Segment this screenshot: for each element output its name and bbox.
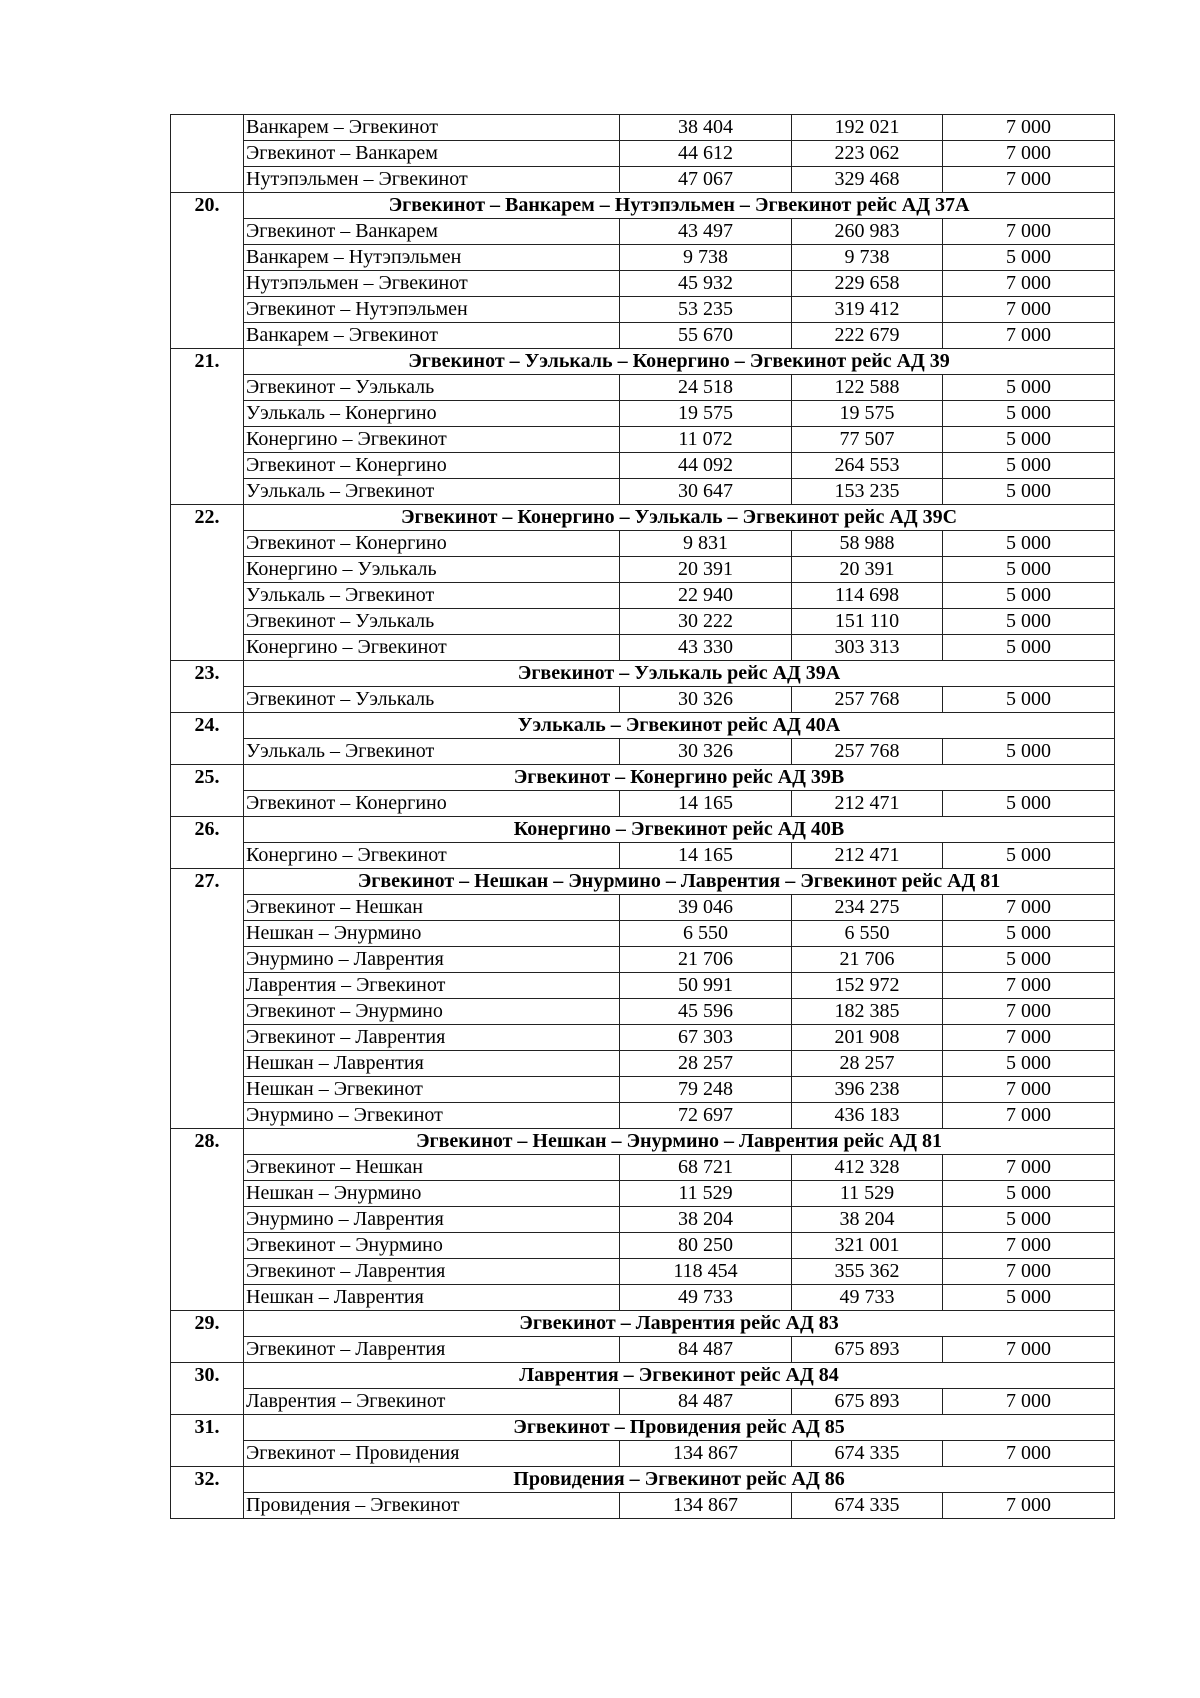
value-cell-3: 5 000 (943, 635, 1115, 661)
segment-cell: Эгвекинот – Уэлькаль (244, 375, 620, 401)
segment-cell: Эгвекинот – Уэлькаль (244, 687, 620, 713)
value-cell-2: 77 507 (792, 427, 943, 453)
segment-cell: Энурмино – Лаврентия (244, 947, 620, 973)
value-cell-3: 7 000 (943, 1441, 1115, 1467)
value-cell-3: 7 000 (943, 271, 1115, 297)
route-title: Эгвекинот – Уэлькаль – Конергино – Эгвекинот рейс АД 39 (244, 349, 1115, 375)
route-title: Эгвекинот – Лаврентия рейс АД 83 (244, 1311, 1115, 1337)
segment-cell: Эгвекинот – Лаврентия (244, 1259, 620, 1285)
value-cell-1: 44 092 (620, 453, 792, 479)
table-row (171, 375, 1115, 401)
value-cell-1: 21 706 (620, 947, 792, 973)
value-cell-2: 412 328 (792, 1155, 943, 1181)
table-row (171, 609, 1115, 635)
value-cell-3: 5 000 (943, 947, 1115, 973)
route-title: Эгвекинот – Ванкарем – Нутэпэльмен – Эгвекинот рейс АД 37А (244, 193, 1115, 219)
segment-cell: Нешкан – Энурмино (244, 921, 620, 947)
value-cell-1: 68 721 (620, 1155, 792, 1181)
route-header-row (171, 869, 1115, 895)
segment-cell: Лаврентия – Эгвекинот (244, 1389, 620, 1415)
route-number: 23. (171, 661, 244, 713)
tariff-table-body (171, 115, 1115, 1519)
segment-cell: Эгвекинот – Провидения (244, 1441, 620, 1467)
table-row (171, 1493, 1115, 1519)
value-cell-1: 72 697 (620, 1103, 792, 1129)
value-cell-1: 45 596 (620, 999, 792, 1025)
value-cell-3: 7 000 (943, 895, 1115, 921)
value-cell-1: 134 867 (620, 1441, 792, 1467)
value-cell-2: 6 550 (792, 921, 943, 947)
route-header-row (171, 193, 1115, 219)
segment-cell: Эгвекинот – Конергино (244, 531, 620, 557)
route-title: Эгвекинот – Нешкан – Энурмино – Лаврентия рейс АД 81 (244, 1129, 1115, 1155)
value-cell-1: 84 487 (620, 1337, 792, 1363)
value-cell-2: 114 698 (792, 583, 943, 609)
value-cell-1: 43 330 (620, 635, 792, 661)
value-cell-3: 7 000 (943, 219, 1115, 245)
value-cell-2: 355 362 (792, 1259, 943, 1285)
value-cell-1: 24 518 (620, 375, 792, 401)
value-cell-1: 30 326 (620, 687, 792, 713)
table-row (171, 921, 1115, 947)
table-row (171, 1051, 1115, 1077)
route-title: Эгвекинот – Конергино рейс АД 39В (244, 765, 1115, 791)
value-cell-3: 5 000 (943, 401, 1115, 427)
route-number: 28. (171, 1129, 244, 1311)
route-number: 32. (171, 1467, 244, 1519)
value-cell-1: 50 991 (620, 973, 792, 999)
value-cell-2: 122 588 (792, 375, 943, 401)
value-cell-3: 7 000 (943, 1259, 1115, 1285)
route-number: 22. (171, 505, 244, 661)
value-cell-2: 321 001 (792, 1233, 943, 1259)
segment-cell: Конергино – Эгвекинот (244, 427, 620, 453)
value-cell-2: 212 471 (792, 791, 943, 817)
segment-cell: Уэлькаль – Эгвекинот (244, 479, 620, 505)
value-cell-3: 5 000 (943, 921, 1115, 947)
table-row (171, 219, 1115, 245)
segment-cell: Эгвекинот – Конергино (244, 453, 620, 479)
value-cell-2: 436 183 (792, 1103, 943, 1129)
value-cell-2: 58 988 (792, 531, 943, 557)
value-cell-2: 153 235 (792, 479, 943, 505)
value-cell-1: 44 612 (620, 141, 792, 167)
segment-cell: Эгвекинот – Нешкан (244, 895, 620, 921)
value-cell-1: 30 647 (620, 479, 792, 505)
segment-cell: Ванкарем – Нутэпэльмен (244, 245, 620, 271)
route-number: 20. (171, 193, 244, 349)
table-row (171, 271, 1115, 297)
table-row (171, 401, 1115, 427)
route-header-row (171, 349, 1115, 375)
value-cell-2: 674 335 (792, 1493, 943, 1519)
table-row (171, 245, 1115, 271)
value-cell-1: 9 738 (620, 245, 792, 271)
segment-cell: Эгвекинот – Лаврентия (244, 1025, 620, 1051)
value-cell-1: 79 248 (620, 1077, 792, 1103)
value-cell-3: 5 000 (943, 1207, 1115, 1233)
segment-cell: Эгвекинот – Нутэпэльмен (244, 297, 620, 323)
segment-cell: Эгвекинот – Уэлькаль (244, 609, 620, 635)
value-cell-3: 7 000 (943, 973, 1115, 999)
segment-cell: Лаврентия – Эгвекинот (244, 973, 620, 999)
value-cell-2: 182 385 (792, 999, 943, 1025)
table-row (171, 635, 1115, 661)
value-cell-3: 5 000 (943, 1285, 1115, 1311)
value-cell-1: 47 067 (620, 167, 792, 193)
route-title: Эгвекинот – Провидения рейс АД 85 (244, 1415, 1115, 1441)
segment-cell: Эгвекинот – Ванкарем (244, 141, 620, 167)
value-cell-3: 7 000 (943, 141, 1115, 167)
table-row (171, 1233, 1115, 1259)
value-cell-1: 20 391 (620, 557, 792, 583)
value-cell-3: 5 000 (943, 843, 1115, 869)
value-cell-1: 49 733 (620, 1285, 792, 1311)
value-cell-3: 7 000 (943, 1155, 1115, 1181)
value-cell-2: 28 257 (792, 1051, 943, 1077)
table-row (171, 583, 1115, 609)
table-row (171, 1389, 1115, 1415)
value-cell-3: 5 000 (943, 583, 1115, 609)
value-cell-3: 5 000 (943, 1181, 1115, 1207)
segment-cell: Уэлькаль – Конергино (244, 401, 620, 427)
value-cell-1: 11 072 (620, 427, 792, 453)
route-number: 26. (171, 817, 244, 869)
value-cell-2: 201 908 (792, 1025, 943, 1051)
table-row (171, 687, 1115, 713)
table-row (171, 999, 1115, 1025)
table-row (171, 141, 1115, 167)
segment-cell: Нешкан – Эгвекинот (244, 1077, 620, 1103)
value-cell-2: 38 204 (792, 1207, 943, 1233)
value-cell-1: 30 326 (620, 739, 792, 765)
value-cell-3: 5 000 (943, 687, 1115, 713)
value-cell-2: 21 706 (792, 947, 943, 973)
route-number: 21. (171, 349, 244, 505)
value-cell-1: 14 165 (620, 791, 792, 817)
segment-cell: Конергино – Эгвекинот (244, 635, 620, 661)
value-cell-3: 7 000 (943, 115, 1115, 141)
table-row (171, 1025, 1115, 1051)
value-cell-1: 43 497 (620, 219, 792, 245)
segment-cell: Конергино – Уэлькаль (244, 557, 620, 583)
value-cell-1: 118 454 (620, 1259, 792, 1285)
segment-cell: Конергино – Эгвекинот (244, 843, 620, 869)
table-row (171, 1103, 1115, 1129)
value-cell-2: 9 738 (792, 245, 943, 271)
route-title: Эгвекинот – Уэлькаль рейс АД 39А (244, 661, 1115, 687)
value-cell-2: 675 893 (792, 1389, 943, 1415)
table-row (171, 557, 1115, 583)
value-cell-3: 7 000 (943, 1103, 1115, 1129)
value-cell-1: 19 575 (620, 401, 792, 427)
value-cell-1: 38 204 (620, 1207, 792, 1233)
segment-cell: Эгвекинот – Конергино (244, 791, 620, 817)
segment-cell: Провидения – Эгвекинот (244, 1493, 620, 1519)
route-header-row (171, 1467, 1115, 1493)
value-cell-1: 6 550 (620, 921, 792, 947)
value-cell-2: 192 021 (792, 115, 943, 141)
segment-cell: Эгвекинот – Энурмино (244, 999, 620, 1025)
table-row (171, 453, 1115, 479)
table-row (171, 1155, 1115, 1181)
route-header-row (171, 1415, 1115, 1441)
route-number: 31. (171, 1415, 244, 1467)
table-row (171, 1259, 1115, 1285)
value-cell-3: 5 000 (943, 375, 1115, 401)
table-row (171, 531, 1115, 557)
value-cell-3: 5 000 (943, 791, 1115, 817)
route-title: Конергино – Эгвекинот рейс АД 40В (244, 817, 1115, 843)
value-cell-1: 9 831 (620, 531, 792, 557)
value-cell-3: 5 000 (943, 1051, 1115, 1077)
route-header-row (171, 1363, 1115, 1389)
value-cell-2: 396 238 (792, 1077, 943, 1103)
table-row (171, 1441, 1115, 1467)
value-cell-2: 319 412 (792, 297, 943, 323)
table-row (171, 1181, 1115, 1207)
segment-cell: Энурмино – Лаврентия (244, 1207, 620, 1233)
value-cell-3: 7 000 (943, 323, 1115, 349)
value-cell-1: 11 529 (620, 1181, 792, 1207)
value-cell-1: 84 487 (620, 1389, 792, 1415)
route-number: 30. (171, 1363, 244, 1415)
route-number (171, 115, 244, 193)
table-row (171, 973, 1115, 999)
route-number: 29. (171, 1311, 244, 1363)
value-cell-1: 39 046 (620, 895, 792, 921)
route-title: Уэлькаль – Эгвекинот рейс АД 40А (244, 713, 1115, 739)
value-cell-3: 7 000 (943, 167, 1115, 193)
value-cell-3: 7 000 (943, 1077, 1115, 1103)
value-cell-3: 7 000 (943, 999, 1115, 1025)
value-cell-1: 28 257 (620, 1051, 792, 1077)
segment-cell: Ванкарем – Эгвекинот (244, 115, 620, 141)
value-cell-2: 20 391 (792, 557, 943, 583)
value-cell-2: 11 529 (792, 1181, 943, 1207)
value-cell-2: 264 553 (792, 453, 943, 479)
value-cell-1: 80 250 (620, 1233, 792, 1259)
value-cell-3: 5 000 (943, 557, 1115, 583)
segment-cell: Нешкан – Лаврентия (244, 1051, 620, 1077)
segment-cell: Эгвекинот – Лаврентия (244, 1337, 620, 1363)
route-header-row (171, 505, 1115, 531)
value-cell-1: 55 670 (620, 323, 792, 349)
route-header-row (171, 661, 1115, 687)
segment-cell: Ванкарем – Эгвекинот (244, 323, 620, 349)
value-cell-1: 22 940 (620, 583, 792, 609)
value-cell-3: 7 000 (943, 1337, 1115, 1363)
table-row (171, 739, 1115, 765)
table-row (171, 323, 1115, 349)
table-row (171, 791, 1115, 817)
value-cell-2: 212 471 (792, 843, 943, 869)
value-cell-3: 5 000 (943, 427, 1115, 453)
segment-cell: Эгвекинот – Нешкан (244, 1155, 620, 1181)
table-row (171, 1207, 1115, 1233)
route-title: Лаврентия – Эгвекинот рейс АД 84 (244, 1363, 1115, 1389)
value-cell-2: 229 658 (792, 271, 943, 297)
value-cell-2: 303 313 (792, 635, 943, 661)
route-title: Эгвекинот – Нешкан – Энурмино – Лаврентия – Эгвекинот рейс АД 81 (244, 869, 1115, 895)
value-cell-2: 329 468 (792, 167, 943, 193)
value-cell-1: 67 303 (620, 1025, 792, 1051)
value-cell-2: 152 972 (792, 973, 943, 999)
table-row (171, 843, 1115, 869)
value-cell-2: 222 679 (792, 323, 943, 349)
value-cell-3: 7 000 (943, 1493, 1115, 1519)
value-cell-1: 38 404 (620, 115, 792, 141)
table-row (171, 947, 1115, 973)
value-cell-2: 49 733 (792, 1285, 943, 1311)
value-cell-1: 134 867 (620, 1493, 792, 1519)
route-header-row (171, 765, 1115, 791)
value-cell-2: 260 983 (792, 219, 943, 245)
route-title: Эгвекинот – Конергино – Уэлькаль – Эгвекинот рейс АД 39С (244, 505, 1115, 531)
value-cell-1: 53 235 (620, 297, 792, 323)
value-cell-2: 223 062 (792, 141, 943, 167)
segment-cell: Нешкан – Энурмино (244, 1181, 620, 1207)
table-row (171, 479, 1115, 505)
table-row (171, 427, 1115, 453)
table-row (171, 297, 1115, 323)
value-cell-2: 674 335 (792, 1441, 943, 1467)
route-header-row (171, 713, 1115, 739)
value-cell-3: 5 000 (943, 245, 1115, 271)
table-row (171, 1077, 1115, 1103)
value-cell-1: 45 932 (620, 271, 792, 297)
value-cell-3: 5 000 (943, 739, 1115, 765)
segment-cell: Уэлькаль – Эгвекинот (244, 583, 620, 609)
segment-cell: Уэлькаль – Эгвекинот (244, 739, 620, 765)
route-number: 27. (171, 869, 244, 1129)
table-row (171, 1337, 1115, 1363)
segment-cell: Эгвекинот – Энурмино (244, 1233, 620, 1259)
route-title: Провидения – Эгвекинот рейс АД 86 (244, 1467, 1115, 1493)
table-row (171, 167, 1115, 193)
value-cell-1: 30 222 (620, 609, 792, 635)
table-row (171, 115, 1115, 141)
value-cell-3: 7 000 (943, 1389, 1115, 1415)
table-row (171, 1285, 1115, 1311)
segment-cell: Нутэпэльмен – Эгвекинот (244, 271, 620, 297)
value-cell-2: 234 275 (792, 895, 943, 921)
value-cell-1: 14 165 (620, 843, 792, 869)
route-header-row (171, 817, 1115, 843)
segment-cell: Эгвекинот – Ванкарем (244, 219, 620, 245)
tariff-table (170, 114, 1115, 1519)
route-number: 24. (171, 713, 244, 765)
value-cell-3: 7 000 (943, 297, 1115, 323)
value-cell-2: 675 893 (792, 1337, 943, 1363)
value-cell-3: 5 000 (943, 479, 1115, 505)
value-cell-2: 257 768 (792, 739, 943, 765)
route-number: 25. (171, 765, 244, 817)
value-cell-3: 7 000 (943, 1233, 1115, 1259)
segment-cell: Нешкан – Лаврентия (244, 1285, 620, 1311)
value-cell-2: 19 575 (792, 401, 943, 427)
value-cell-2: 257 768 (792, 687, 943, 713)
value-cell-2: 151 110 (792, 609, 943, 635)
value-cell-3: 5 000 (943, 453, 1115, 479)
value-cell-3: 5 000 (943, 609, 1115, 635)
value-cell-3: 5 000 (943, 531, 1115, 557)
value-cell-3: 7 000 (943, 1025, 1115, 1051)
route-header-row (171, 1129, 1115, 1155)
segment-cell: Нутэпэльмен – Эгвекинот (244, 167, 620, 193)
segment-cell: Энурмино – Эгвекинот (244, 1103, 620, 1129)
table-row (171, 895, 1115, 921)
route-header-row (171, 1311, 1115, 1337)
